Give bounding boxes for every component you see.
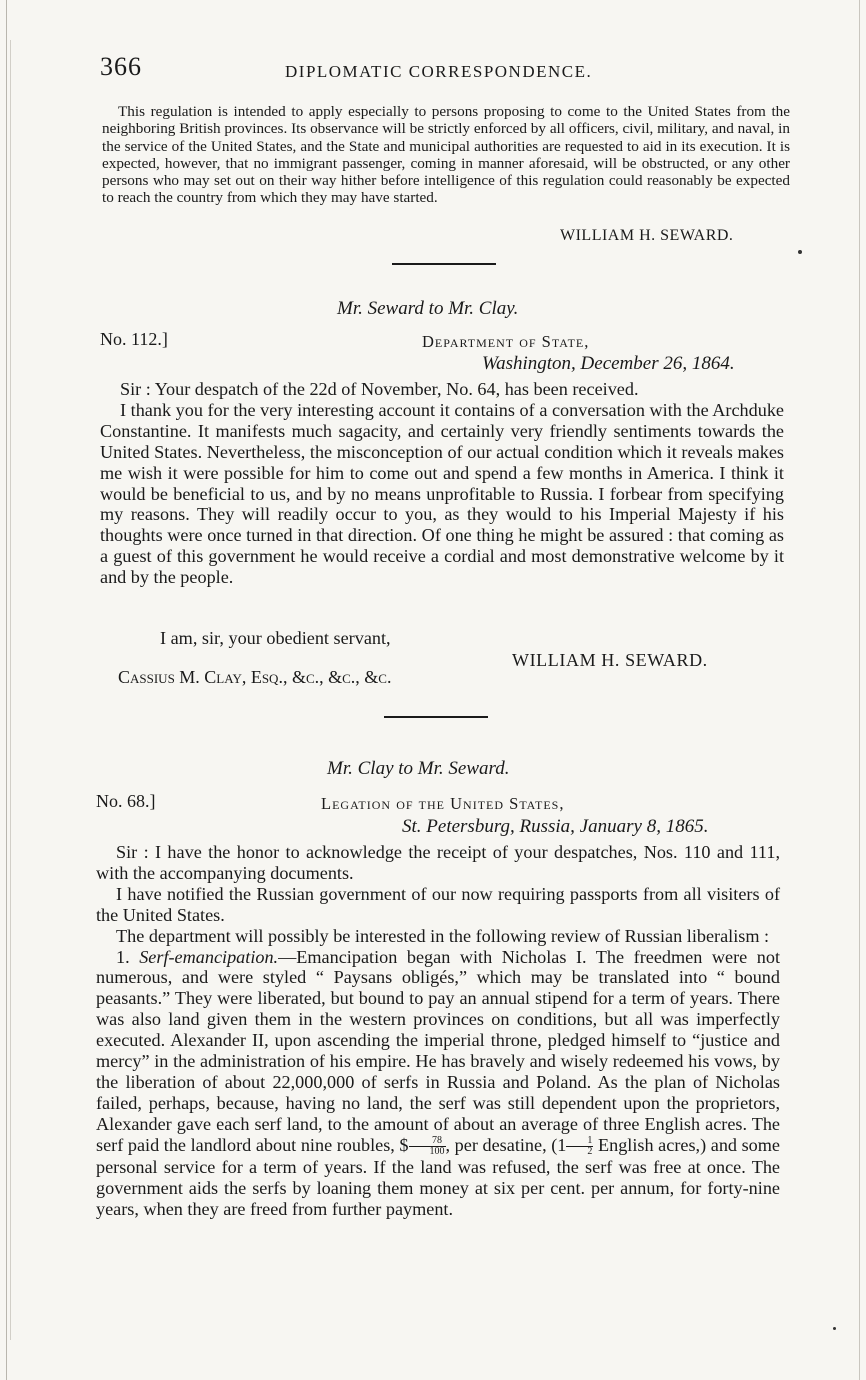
item-text-part2: , per desatine, (1 bbox=[445, 1134, 567, 1155]
page-number: 366 bbox=[100, 52, 142, 81]
running-title: DIPLOMATIC CORRESPONDENCE. bbox=[285, 62, 593, 81]
letter2-department-text: Legation of the United States, bbox=[321, 794, 565, 813]
print-speck bbox=[798, 250, 802, 254]
letter1-heading: Mr. Seward to Mr. Clay. bbox=[337, 298, 519, 319]
letter1-paragraph-2: I thank you for the very interesting account it contains of a conversation with the Archduke Constantine. It manifests much sagacity, and certainly very friendly sentiments towards the United States. Nevertheless, the misconception of our actual condition which it reveals makes me wish it were possible for him to come out and spend a few months in America. I think it would be beneficial to us, and by no means unprofitable to Russia. I forbear from specifying my reasons. They will readily occur to you, as they would to his Imperial Majesty if his thoughts were once turned in that direction. Of one thing he might be assured : that coming as a guest of this government he would receive a cordial and most demonstrative welcome by it and by the people. bbox=[100, 399, 784, 588]
letter2-paragraph-3: The department will possibly be interested in the following review of Russian liberalism : bbox=[116, 925, 770, 946]
letter1-department-text: Department of State, bbox=[422, 332, 590, 351]
letter1-closing: I am, sir, your obedient servant, bbox=[160, 628, 391, 648]
letter2-paragraph-1: Sir : I have the honor to acknowledge the receipt of your despatches, Nos. 110 and 111, with the accompanying documents. bbox=[96, 842, 780, 883]
item-number: 1. bbox=[116, 946, 140, 967]
section-divider bbox=[392, 263, 496, 265]
fraction-78-100 bbox=[409, 1136, 446, 1157]
letter1-signature: WILLIAM H. SEWARD. bbox=[512, 650, 708, 670]
page-edge-left bbox=[6, 0, 7, 1380]
fraction-denominator: 100 bbox=[429, 1146, 445, 1158]
letter1-number: No. 112.] bbox=[100, 329, 168, 349]
letter1-department bbox=[422, 332, 589, 352]
item-text-part3: English acres,) and some personal service for a term of years. If the land was refused, the serf was free at once. The government aids the serfs by loaning them money at six per cent. per annum, for forty-nine years, when they are freed from further payment. bbox=[96, 1134, 780, 1219]
page-edge-right bbox=[859, 0, 860, 1380]
letter2-department bbox=[321, 794, 564, 814]
letter1-body bbox=[100, 379, 784, 588]
regulation-signature: WILLIAM H. SEWARD. bbox=[560, 227, 734, 244]
fraction-numerator: 78 bbox=[409, 1136, 446, 1147]
letter1-dateline: Washington, December 26, 1864. bbox=[482, 353, 735, 374]
letter2-dateline: St. Petersburg, Russia, January 8, 1865. bbox=[402, 816, 709, 837]
print-speck bbox=[833, 1327, 836, 1330]
section-divider-2 bbox=[384, 716, 488, 718]
fraction-one-half bbox=[566, 1136, 593, 1157]
letter2-body bbox=[96, 842, 780, 1220]
letter1-paragraph-1: Sir : Your despatch of the 22d of November, No. 64, has been received. bbox=[120, 379, 639, 399]
letter2-heading: Mr. Clay to Mr. Seward. bbox=[327, 758, 510, 779]
letter2-number: No. 68.] bbox=[96, 791, 156, 811]
half-denominator: 2 bbox=[587, 1146, 593, 1158]
page-edge-left-inner bbox=[10, 40, 11, 1340]
half-numerator: 1 bbox=[566, 1136, 593, 1147]
regulation-paragraph: This regulation is intended to apply especially to persons proposing to come to the United States from the neighboring British provinces. Its observance will be strictly enforced by all officers, civil, military, and naval, in the service of the United States, and the State and municipal authorities are requested to aid in its execution. It is expected, however, that no immigrant passenger, coming in manner aforesaid, will be obstructed, or any other persons who may set out on their way hither before intelligence of this regulation could reasonably be expected to reach the country from which they may have started. bbox=[102, 103, 790, 207]
letter1-addressee-text: Cassius M. Clay, Esq., &c., &c., &c. bbox=[118, 667, 392, 687]
regulation-text-block bbox=[102, 103, 790, 207]
item-text-part1: —Emancipation began with Nicholas I. The freedmen were not numerous, and were styled “ Paysans obligés,” which may be translated into “ bound peasants.” They were liberated, but bound to pay an annual stipend for a term of years. There was also land given them in the western provinces on conditions, but all was imperfectly executed. Alexander II, upon ascending the imperial throne, pledged himself to “justice and mercy” in the administration of his empire. He has bravely and wisely redeemed his vows, by the liberation of about 22,000,000 of serfs in Russia and Poland. As the plan of Nicholas failed, perhaps, because, having no land, the serf was still dependent upon the proprietors, Alexander gave each serf land, to the amount of about an average of three English acres. The serf paid the landlord about nine roubles, $ bbox=[96, 946, 780, 1155]
letter2-item-serf-emancipation bbox=[96, 947, 780, 1220]
item-title: Serf-emancipation. bbox=[139, 946, 279, 967]
letter2-paragraph-2: I have notified the Russian government of our now requiring passports from all visiters of the United States. bbox=[96, 883, 780, 925]
letter1-addressee bbox=[118, 667, 391, 688]
